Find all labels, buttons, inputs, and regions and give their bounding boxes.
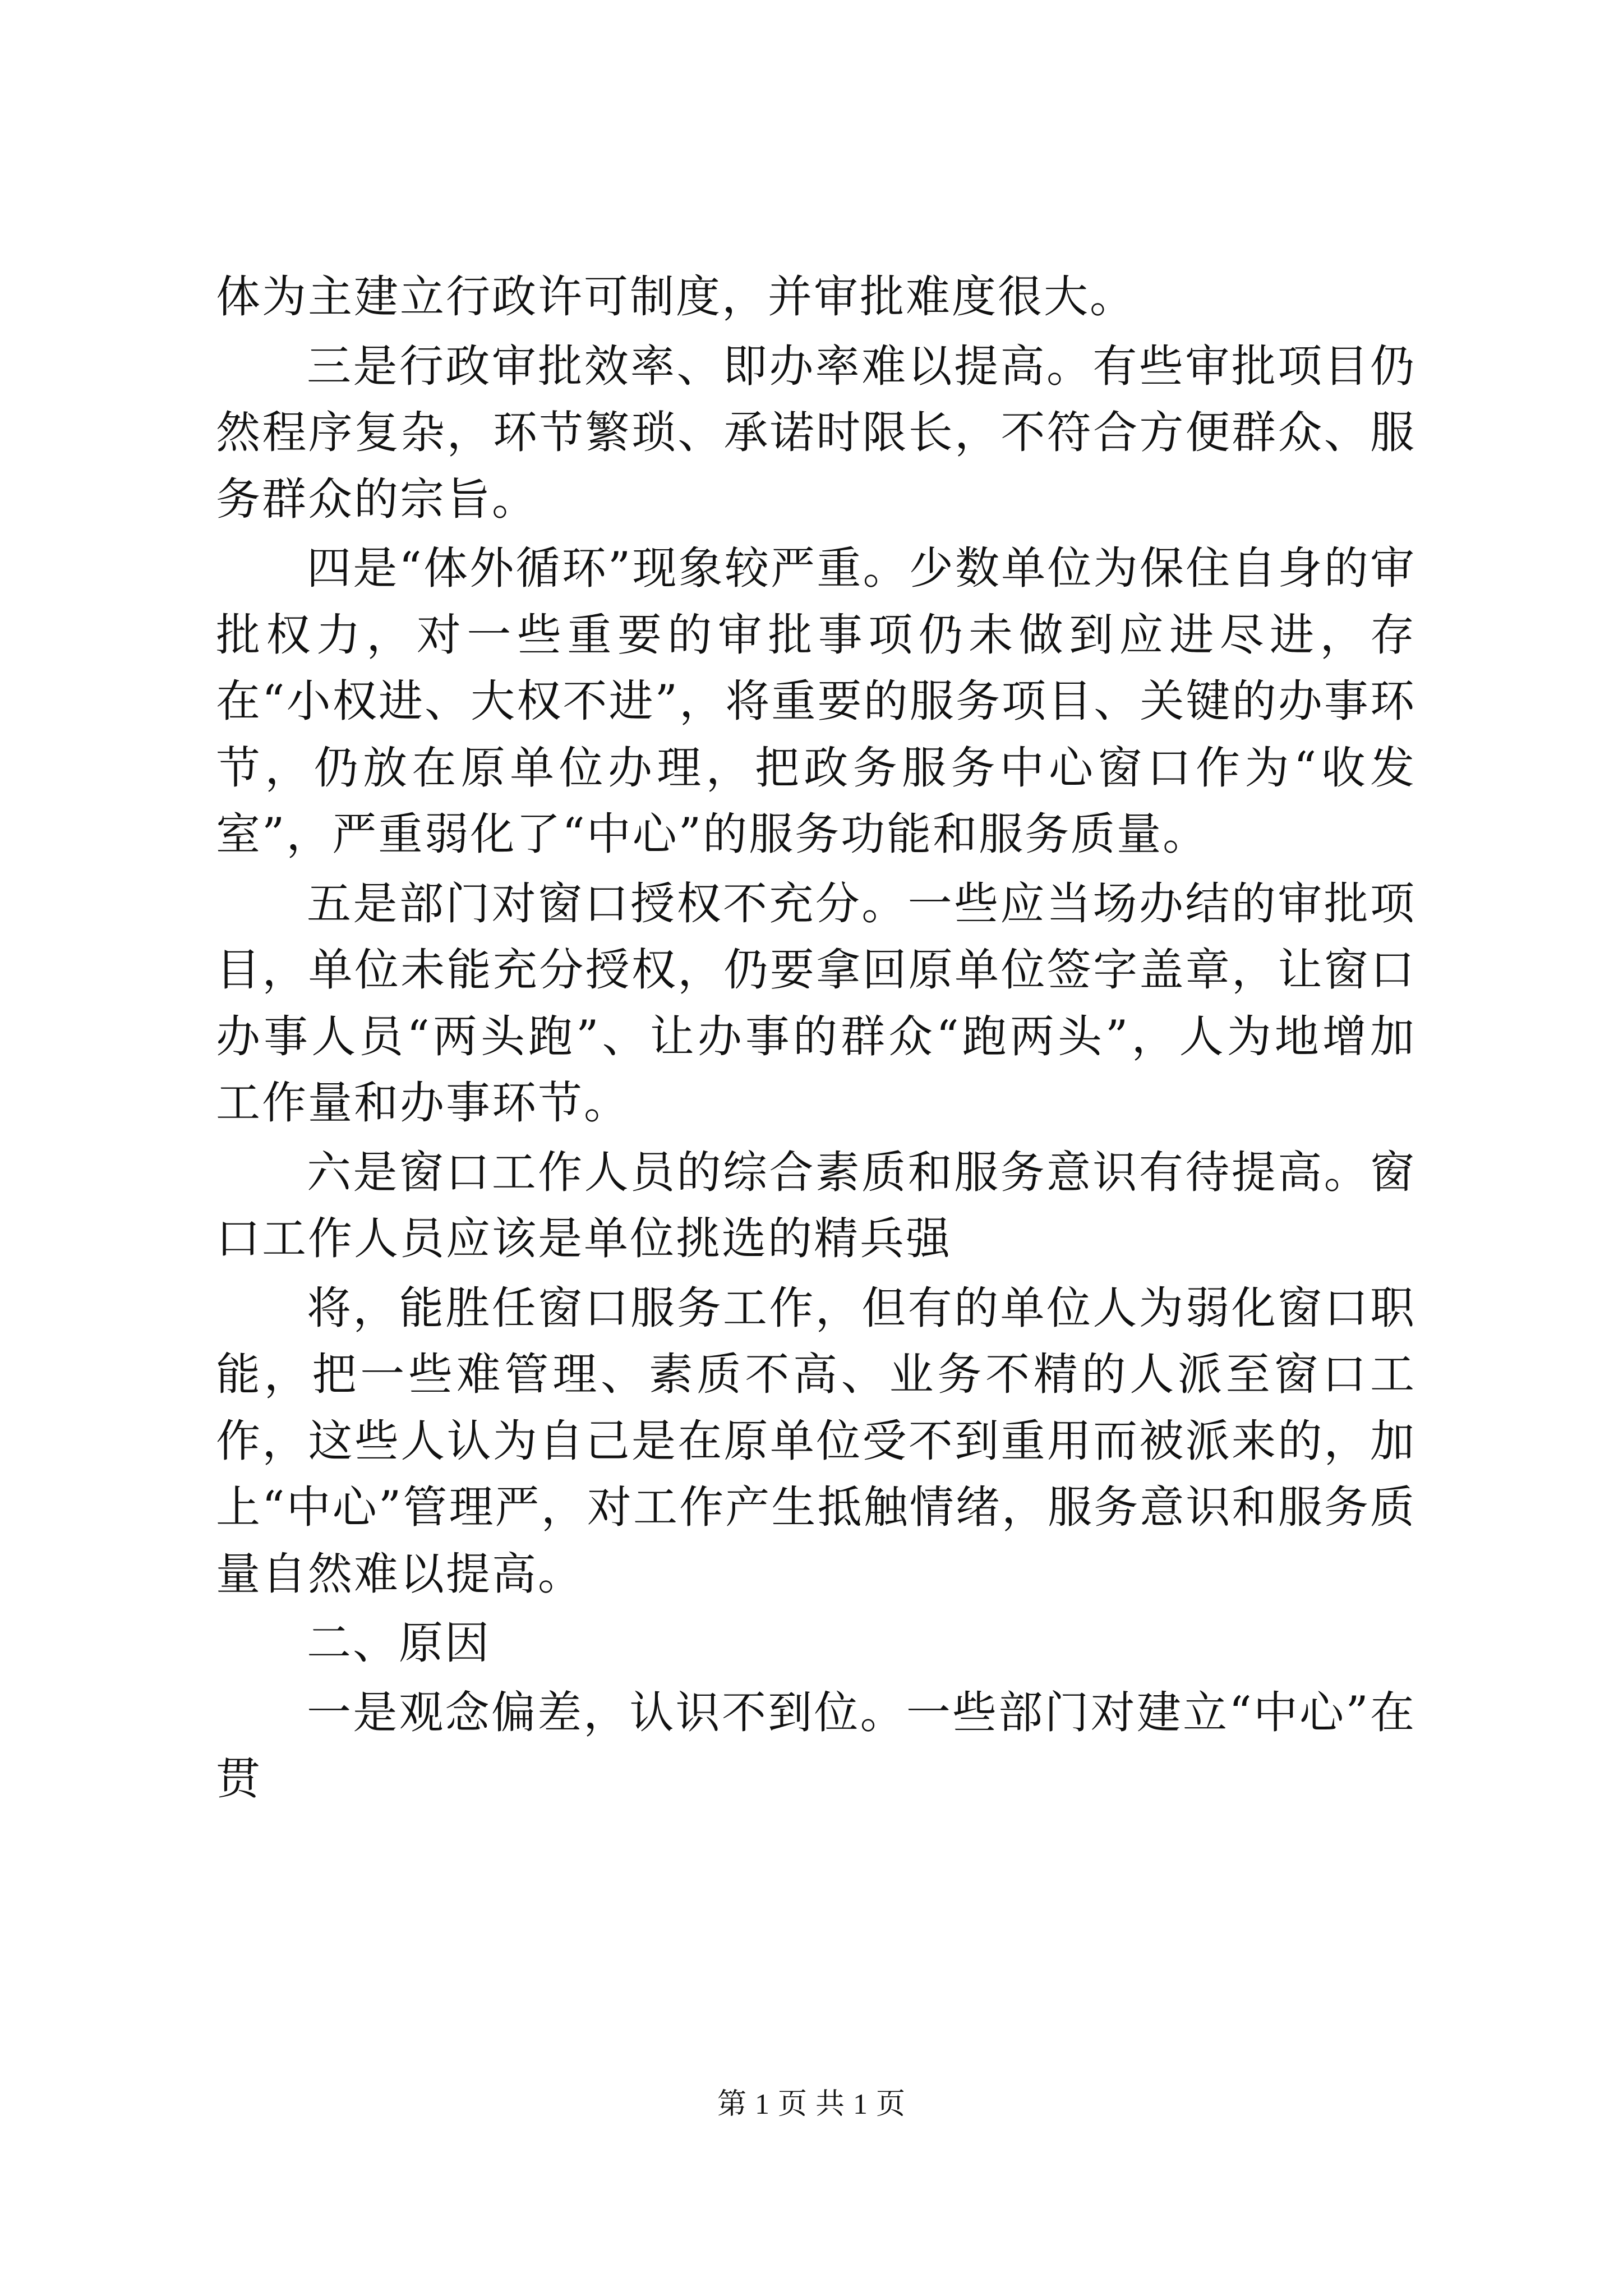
- page-footer: 第 1 页 共 1 页: [717, 2088, 906, 2120]
- paragraph: 将，能胜任窗口服务工作，但有的单位人为弱化窗口职能，把一些难管理、素质不高、业务不精的人派至窗口工作，这些人认为自己是在原单位受不到重用而被派来的，加上“中心”管理严，对工作产生抵触情绪，服务意识和服务质量自然难以提高。: [216, 1282, 1416, 1600]
- paragraph: 一是观念偏差，认识不到位。一些部门对建立“中心”在贯: [216, 1686, 1416, 1805]
- paragraph: 四是“体外循环”现象较严重。少数单位为保住自身的审批权力，对一些重要的审批事项仍未做到应进尽进，存在“小权进、大权不进”，将重要的服务项目、关键的办事环节，仍放在原单位办理，把政务服务中心窗口作为“收发室”，严重弱化了“中心”的服务功能和服务质量。: [216, 542, 1416, 860]
- paragraph: 三是行政审批效率、即办率难以提高。有些审批项目仍然程序复杂，环节繁琐、承诺时限长，不符合方便群众、服务群众的宗旨。: [216, 340, 1416, 525]
- section-heading: 二、原因: [307, 1617, 491, 1669]
- paragraph: 六是窗口工作人员的综合素质和服务意识有待提高。窗口工作人员应该是单位挑选的精兵强: [216, 1146, 1416, 1264]
- paragraph: 体为主建立行政许可制度，并审批难度很大。: [216, 271, 1136, 323]
- paragraph: 五是部门对窗口授权不充分。一些应当场办结的审批项目，单位未能充分授权，仍要拿回原单位签字盖章，让窗口办事人员“两头跑”、让办事的群众“跑两头”，人为地增加工作量和办事环节。: [216, 877, 1416, 1129]
- document-body: [216, 264, 1416, 1815]
